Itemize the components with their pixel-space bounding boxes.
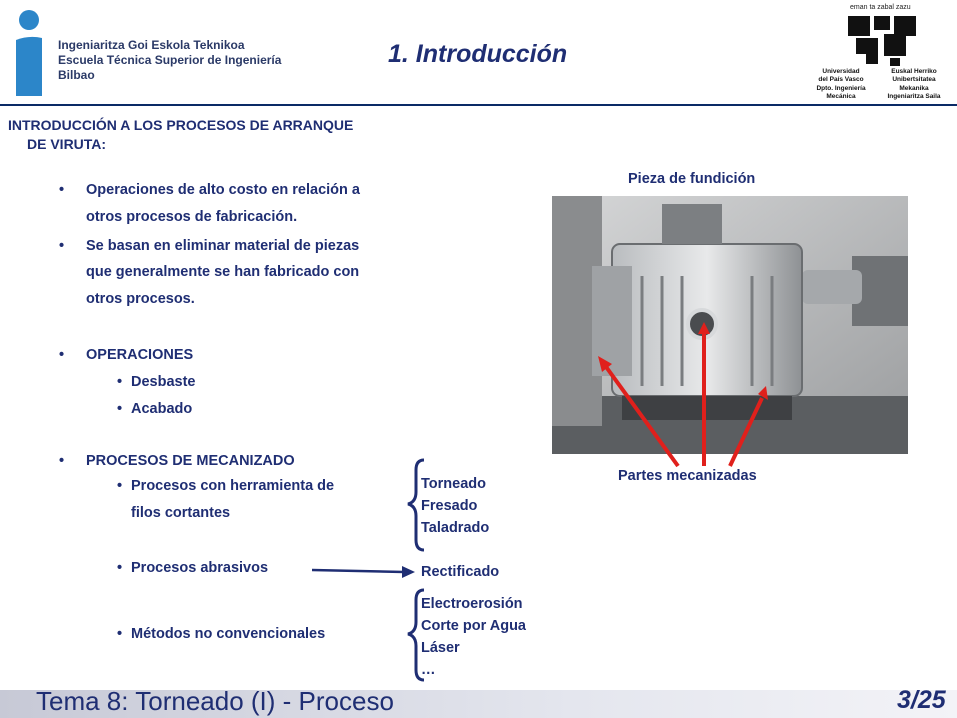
bullet-marker: • (59, 347, 65, 363)
bullet-text-line: que generalmente se han fabricado con (86, 264, 360, 280)
process-item: … (421, 662, 436, 678)
bullet-text: Se basan en eliminar material de piezas (86, 238, 360, 254)
section-heading-line: DE VIRUTA: (27, 136, 107, 152)
process-item: Electroerosión (421, 596, 523, 612)
bullet-item (59, 182, 360, 198)
bullet-item (59, 453, 295, 469)
bullet-marker: • (117, 478, 123, 494)
section-heading-line: INTRODUCCIÓN A LOS PROCESOS DE ARRANQUE (8, 117, 354, 133)
university-name-eu (878, 68, 950, 101)
bullet-marker: • (117, 401, 123, 417)
sub-bullet-text: Métodos no convencionales (131, 626, 326, 642)
sub-bullet-item (117, 560, 269, 576)
bullet-text-line: otros procesos de fabricación. (86, 209, 298, 225)
process-item: Láser (421, 640, 460, 656)
sub-bullet-text: Acabado (131, 401, 193, 417)
page-number: 3/25 (897, 686, 946, 714)
school-name (58, 38, 281, 83)
footer-title: Tema 8: Torneado (I) - Proceso (36, 686, 394, 716)
bullet-item (59, 347, 194, 363)
process-item: Taladrado (421, 520, 490, 536)
bullet-marker: • (59, 182, 65, 198)
school-logo-mark (12, 8, 46, 98)
section-heading (8, 116, 353, 154)
sub-bullet-item (117, 374, 196, 390)
university-motto: eman ta zabal zazu (850, 4, 911, 11)
sub-bullet-text: Desbaste (131, 374, 196, 390)
machining-heading: PROCESOS DE MECANIZADO (86, 453, 295, 469)
bullet-marker: • (117, 626, 123, 642)
sub-bullet-item (117, 478, 335, 494)
bullet-marker: • (59, 238, 65, 254)
bullet-marker: • (117, 560, 123, 576)
process-list-nonconventional (421, 593, 526, 681)
school-name-line: Bilbao (58, 68, 95, 82)
department-line: Ingeniaritza Saila (887, 93, 941, 100)
process-item: Torneado (421, 476, 486, 492)
bullet-marker: • (117, 374, 123, 390)
sub-bullet-item (117, 626, 326, 642)
bullet-marker: • (59, 453, 65, 469)
department-line: Mecánica (826, 93, 856, 100)
department-line: Dpto. Ingeniería (816, 85, 866, 92)
header-divider (0, 104, 957, 106)
operations-heading: OPERACIONES (86, 347, 194, 363)
sub-bullet-text: Procesos con herramienta de (131, 478, 335, 494)
bullet-text-line: otros procesos. (86, 291, 195, 307)
department-line: Mekanika (899, 85, 929, 92)
process-item: Fresado (421, 498, 478, 514)
figure-top-label: Pieza de fundición (628, 171, 756, 187)
process-item-abrasive: Rectificado (421, 564, 500, 580)
university-emblem-icon (846, 14, 918, 66)
sub-bullet-text-line: filos cortantes (131, 505, 231, 521)
slide-title: 1. Introducción (388, 40, 568, 68)
process-item: Corte por Agua (421, 618, 526, 634)
process-list-cutting (421, 473, 489, 539)
university-line: Universidad (822, 68, 860, 75)
university-line: del País Vasco (818, 76, 864, 83)
bullet-item (59, 238, 360, 254)
sub-bullet-text: Procesos abrasivos (131, 560, 269, 576)
arrow-right-icon (312, 562, 416, 580)
callout-arrows (590, 320, 790, 480)
university-name-es (810, 68, 872, 101)
bullet-text: Operaciones de alto costo en relación a (86, 182, 360, 198)
university-line: Euskal Herriko (891, 68, 937, 75)
figure-bottom-label: Partes mecanizadas (618, 468, 757, 484)
sub-bullet-item (117, 401, 193, 417)
school-name-line: Escuela Técnica Superior de Ingeniería (58, 53, 282, 67)
university-line: Unibertsitatea (892, 76, 936, 83)
university-logo (810, 4, 950, 112)
school-name-line: Ingeniaritza Goi Eskola Teknikoa (58, 38, 245, 52)
